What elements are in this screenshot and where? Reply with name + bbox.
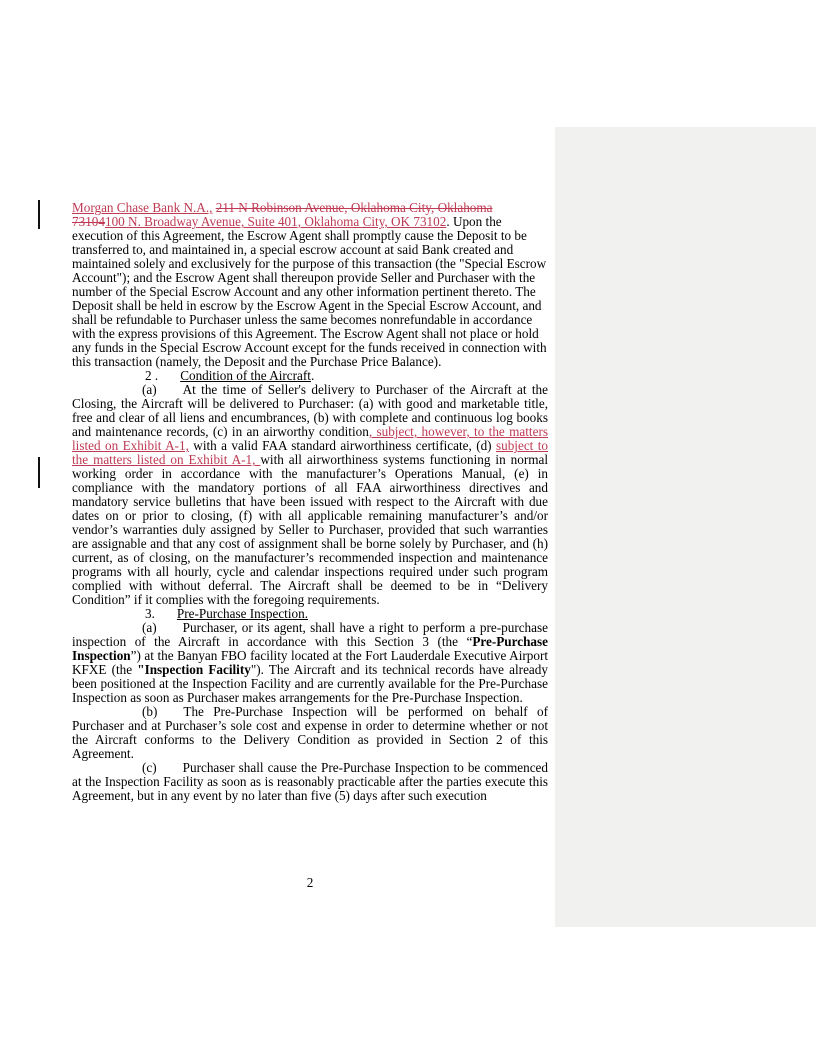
paragraph-3c xyxy=(72,761,548,803)
section-3-heading xyxy=(72,607,548,621)
paragraph-3a-label: (a) xyxy=(142,620,157,635)
document-body xyxy=(72,201,548,803)
deleted-address: 211 N Robinson Avenue, Oklahoma City, Oklahoma 73104 xyxy=(72,200,493,229)
paragraph-escrow-body: . Upon the execution of this Agreement, the Escrow Agent shall promptly cause the Deposit to be transferred to, and maintained in, a special escrow account at said Bank created and maintained solely and exclusively for the purpose of this transaction (the "Special Escrow Account"); and the Escrow Agent shall thereupon provide Seller and Purchaser with the number of the Special Escrow Account and any other information pertinent thereto. The Deposit shall be held in escrow by the Escrow Agent in the Special Escrow Account, and shall be refundable to Purchaser unless the same becomes nonrefundable in accordance with the express provisions of this Agreement. The Escrow Agent shall not place or hold any funds in the Special Escrow Account except for the funds received in connection with this transaction (namely, the Deposit and the Purchase Price Balance). xyxy=(72,214,547,369)
paragraph-escrow xyxy=(72,201,548,369)
paragraph-3c-label: (c) xyxy=(142,760,157,775)
change-bar-paragraph-1 xyxy=(38,200,40,229)
paragraph-3b-label: (b) xyxy=(142,704,158,719)
section-2-title: Condition of the Aircraft xyxy=(180,368,311,383)
defined-term-pre-purchase-inspection: Pre-Purchase Inspection xyxy=(72,634,548,663)
paragraph-2a-label: (a) xyxy=(142,382,157,397)
paragraph-3a-text-1: Purchaser, or its agent, shall have a right to perform a pre-purchase inspection of the Aircraft in accordance with this Section 3 (the “ xyxy=(72,620,548,649)
section-2-period: . xyxy=(310,368,315,383)
section-3-number: 3. xyxy=(145,606,155,621)
paragraph-2a xyxy=(72,383,548,607)
paragraph-2a-text-1: At the time of Seller's delivery to Purchaser of the Aircraft at the Closing, the Aircraft will be delivered to Purchaser: (a) with good and marketable title, free and clear of all liens and encumbrances, (b) with complete and continuous log books and maintenance records, (c) in an airworthy condition xyxy=(72,382,548,439)
right-gray-panel xyxy=(555,127,816,927)
page-number: 2 xyxy=(306,875,314,890)
paragraph-3a-text-3: "). The Aircraft and its technical records have already been positioned at the Inspection Facility and are currently available for the Pre-Purchase Inspection as soon as Purchaser makes arrangements for the Pre-Purchase Inspection. xyxy=(72,662,548,705)
inserted-exhibit-clause-2: subject to the matters listed on Exhibit A-1, xyxy=(72,438,548,467)
section-2-heading xyxy=(72,369,548,383)
section-3-title: Pre-Purchase Inspection. xyxy=(176,606,308,621)
section-2-number: 2 . xyxy=(145,368,159,383)
inserted-bank-name: Morgan Chase Bank N.A., xyxy=(72,200,213,215)
paragraph-2a-text-2: with a valid FAA standard airworthiness certificate, (d) xyxy=(188,438,496,453)
paragraph-2a-text-3: with all airworthiness systems functioning in normal working order in accordance with the manufacturer’s Operations Manual, (e) in compliance with the mandatory portions of all FAA airworthiness directives and mandatory service bulletins that have been issued with respect to the Aircraft with due dates on or prior to closing, (f) with all applicable remaining manufacturer’s and/or vendor’s warranties duly assigned by Seller to Purchaser, provided that such warranties are assignable and that any cost of assignment shall be borne solely by Purchaser, and (h) current, as of closing, on the manufacturer’s recommended inspection and maintenance programs with all hourly, cycle and calendar inspections required under such program complied with without deferral. The Aircraft shall be deemed to be in “Delivery Condition” if it complies with the foregoing requirements. xyxy=(72,452,549,607)
change-bar-paragraph-2a xyxy=(38,457,40,488)
inserted-address: 100 N. Broadway Avenue, Suite 401, Oklahoma City, OK 73102 xyxy=(104,214,447,229)
inserted-exhibit-clause-1: , subject, however, to the matters listed on Exhibit A-1, xyxy=(72,424,548,453)
paragraph-3a xyxy=(72,621,548,705)
paragraph-3b xyxy=(72,705,548,761)
paragraph-3a-text-2: ”) at the Banyan FBO facility located at the Fort Lauderdale Executive Airport KFXE (the xyxy=(72,648,548,677)
paragraph-3c-text: Purchaser shall cause the Pre-Purchase Inspection to be commenced at the Inspection Facility as soon as is reasonably practicable after the parties execute this Agreement, but in any event by no later than five (5) days after such execution xyxy=(72,760,548,803)
paragraph-3b-text: The Pre-Purchase Inspection will be performed on behalf of Purchaser and at Purchaser’s sole cost and expense in order to determine whether or not the Aircraft conforms to the Delivery Condition as provided in Section 2 of this Agreement. xyxy=(72,704,548,761)
defined-term-inspection-facility: "Inspection Facility xyxy=(137,662,251,677)
